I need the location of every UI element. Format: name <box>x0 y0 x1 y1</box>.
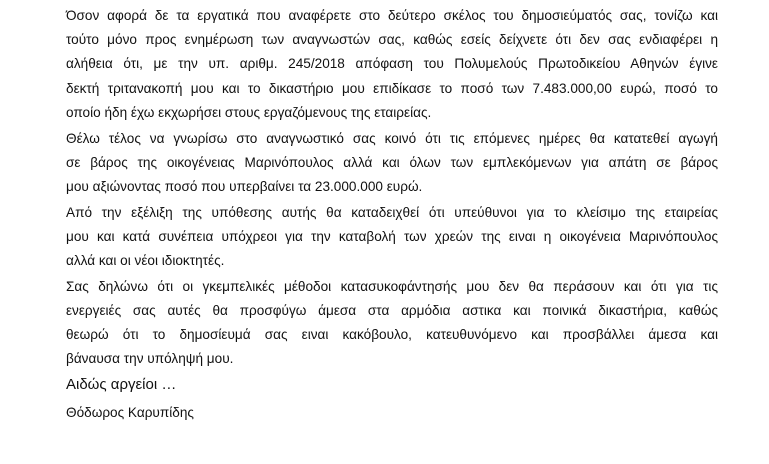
paragraph-labor-claims <box>66 4 718 125</box>
text-line: Σας δηλώνω ότι οι γκεμπελικές μέθοδοι κατασυκοφάντησής μου δεν θα περάσουν και ότι για τις <box>66 278 718 294</box>
text-line: ενεργειές σας αυτές θα προσφύγω άμεσα στα αρμόδια αστικα και ποινικά δικαστήρια, καθώς <box>66 302 718 318</box>
text-line: μου και κατά συνέπεια υπόχρεοι για την καταβολή των χρεών της ειναι η οικογένεια Μαρινόπουλος <box>66 228 718 244</box>
paragraph-legal-action <box>66 275 718 372</box>
text-line: σε βάρος της οικογένειας Μαρινόπουλος αλλά και όλων των εμπλεκόμενων για απάτη σε βάρος <box>66 154 718 170</box>
text-line: Όσον αφορά δε τα εργατικά που αναφέρετε στο δεύτερο σκέλος του δημοσιεύματός σας, τονίζω και <box>66 8 718 23</box>
text-line: οποίο ήδη έχω εκχωρήσει στους εργαζόμενους της εταιρείας. <box>66 104 432 120</box>
text-line: θεωρώ ότι το δημοσίευμά σας ειναι κακόβουλο, κατευθυνόμενο και προσβάλλει άμεσα και <box>66 327 718 343</box>
text-line: αλήθεια ότι, με την υπ. αριθμ. 245/2018 απόφαση του Πολυμελούς Πρωτοδικείου Αθηνών έγινε <box>66 56 718 72</box>
text-line: τούτο μόνο προς ενημέρωση των αναγνωστών σας, καθώς εσείς δείχνετε ότι δεν σας ενδιαφέρει η <box>66 32 718 48</box>
signature-name: Θόδωρος Καρυπίδης <box>66 405 194 421</box>
letter-body <box>66 4 718 425</box>
text-line: αλλά και οι νέοι ιδιοκτητές. <box>66 253 225 269</box>
text-line: βάναυσα την υπόληψή μου. <box>66 351 234 367</box>
closing-phrase: Αιδώς αργείοι … <box>66 376 177 394</box>
text-line: Θέλω τέλος να γνωρίσω στο αναγνωστικό σας κοινό ότι τις επόμενες ημέρες θα κατατεθεί αγωγή <box>66 130 718 146</box>
paragraph-responsibility <box>66 201 718 274</box>
paragraph-lawsuit-announcement <box>66 127 718 200</box>
text-line: Από την εξέλιξη της υπόθεσης αυτής θα καταδειχθεί ότι υπεύθυνοι για το κλείσιμο της εταιρείας <box>66 204 718 220</box>
text-line: δεκτή τριτανακοπή μου και το δικαστήριο μου επιδίκασε το ποσό των 7.483.000,00 ευρώ, ποσό το <box>66 80 718 96</box>
text-line: μου αξιώνοντας ποσό που υπερβαίνει τα 23.000.000 ευρώ. <box>66 178 423 194</box>
